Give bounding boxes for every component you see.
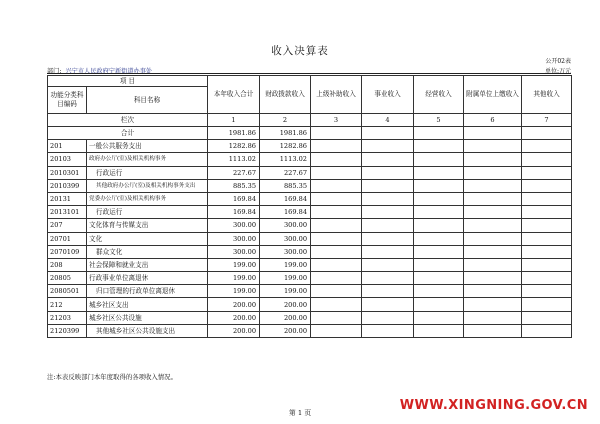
code-cell: 201 — [48, 140, 87, 153]
empty-cell — [311, 245, 362, 258]
total-row — [48, 127, 572, 140]
empty-cell — [464, 153, 522, 166]
total-value: 1981.86 — [260, 127, 311, 140]
empty-cell — [362, 285, 414, 298]
table-row — [48, 179, 572, 192]
unit-label: 单位:万元 — [544, 68, 571, 75]
total-value: 1981.86 — [208, 127, 260, 140]
empty-cell — [311, 219, 362, 232]
empty-cell — [362, 140, 414, 153]
col-number: 1 — [208, 114, 260, 127]
name-cell: 文化 — [87, 232, 208, 245]
empty-cell — [311, 324, 362, 337]
code-cell: 21203 — [48, 311, 87, 324]
value-cell: 200.00 — [260, 311, 311, 324]
name-cell: 一般公共服务支出 — [87, 140, 208, 153]
empty-cell — [414, 232, 464, 245]
empty-cell — [464, 140, 522, 153]
empty-cell — [414, 285, 464, 298]
empty-cell — [311, 153, 362, 166]
empty-cell — [311, 166, 362, 179]
value-cell: 199.00 — [260, 258, 311, 271]
empty-cell — [362, 153, 414, 166]
empty-cell — [362, 311, 414, 324]
empty-cell — [522, 127, 572, 140]
empty-cell — [311, 285, 362, 298]
code-cell: 20701 — [48, 232, 87, 245]
table-row — [48, 324, 572, 337]
empty-cell — [464, 285, 522, 298]
col-header: 经营收入 — [414, 76, 464, 114]
empty-cell — [414, 127, 464, 140]
empty-cell — [522, 245, 572, 258]
empty-cell — [414, 166, 464, 179]
empty-cell — [362, 206, 414, 219]
empty-cell — [464, 272, 522, 285]
value-cell: 1282.86 — [260, 140, 311, 153]
empty-cell — [464, 298, 522, 311]
name-cell: 社会保障和就业支出 — [87, 258, 208, 271]
empty-cell — [414, 206, 464, 219]
value-cell: 300.00 — [260, 245, 311, 258]
value-cell: 227.67 — [260, 166, 311, 179]
empty-cell — [522, 192, 572, 205]
code-cell: 20131 — [48, 192, 87, 205]
table-row — [48, 192, 572, 205]
empty-cell — [414, 311, 464, 324]
name-cell: 城乡社区公共设施 — [87, 311, 208, 324]
table-row — [48, 153, 572, 166]
table-row — [48, 206, 572, 219]
value-cell: 199.00 — [260, 272, 311, 285]
value-cell: 200.00 — [208, 324, 260, 337]
table-row — [48, 285, 572, 298]
table-row — [48, 311, 572, 324]
empty-cell — [464, 258, 522, 271]
empty-cell — [522, 153, 572, 166]
table-row — [48, 245, 572, 258]
empty-cell — [464, 311, 522, 324]
value-cell: 199.00 — [208, 272, 260, 285]
empty-cell — [522, 272, 572, 285]
col-header: 其他收入 — [522, 76, 572, 114]
empty-cell — [311, 232, 362, 245]
code-cell: 2080501 — [48, 285, 87, 298]
empty-cell — [311, 206, 362, 219]
col-number: 7 — [522, 114, 572, 127]
name-cell: 文化体育与传媒支出 — [87, 219, 208, 232]
code-cell: 2013101 — [48, 206, 87, 219]
code-header: 功能分类科目编码 — [48, 87, 87, 114]
empty-cell — [522, 311, 572, 324]
empty-cell — [522, 324, 572, 337]
table-row — [48, 298, 572, 311]
department-label: 部门: — [47, 68, 62, 75]
empty-cell — [414, 258, 464, 271]
name-cell: 城乡社区支出 — [87, 298, 208, 311]
col-header: 财政拨款收入 — [260, 76, 311, 114]
empty-cell — [362, 298, 414, 311]
value-cell: 200.00 — [260, 298, 311, 311]
form-code: 公开02表 — [545, 58, 571, 65]
empty-cell — [464, 192, 522, 205]
empty-cell — [464, 166, 522, 179]
empty-cell — [522, 232, 572, 245]
col-header: 附属单位上缴收入 — [464, 76, 522, 114]
name-cell: 党委办公厅(室)及相关机构事务 — [87, 192, 208, 205]
table-row — [48, 258, 572, 271]
value-cell: 300.00 — [208, 232, 260, 245]
value-cell: 200.00 — [260, 324, 311, 337]
empty-cell — [362, 166, 414, 179]
empty-cell — [522, 219, 572, 232]
page-number: 第 1 页 — [288, 409, 312, 417]
empty-cell — [464, 127, 522, 140]
empty-cell — [311, 298, 362, 311]
empty-cell — [464, 245, 522, 258]
name-header: 科目名称 — [87, 87, 208, 114]
value-cell: 885.35 — [208, 179, 260, 192]
code-cell: 20805 — [48, 272, 87, 285]
code-cell: 2070109 — [48, 245, 87, 258]
name-cell: 行政事业单位离退休 — [87, 272, 208, 285]
value-cell: 200.00 — [208, 298, 260, 311]
name-cell: 其他政府办公厅(室)及相关机构事务支出 — [87, 179, 208, 192]
row-index-label: 栏次 — [48, 114, 208, 127]
value-cell: 885.35 — [260, 179, 311, 192]
empty-cell — [362, 219, 414, 232]
name-cell: 行政运行 — [87, 206, 208, 219]
empty-cell — [522, 258, 572, 271]
empty-cell — [414, 192, 464, 205]
footnote: 注:本表反映部门本年度取得的各项收入情况。 — [47, 373, 177, 381]
empty-cell — [464, 179, 522, 192]
name-cell: 群众文化 — [87, 245, 208, 258]
code-cell: 2120399 — [48, 324, 87, 337]
empty-cell — [311, 192, 362, 205]
value-cell: 169.84 — [260, 192, 311, 205]
empty-cell — [311, 127, 362, 140]
empty-cell — [414, 179, 464, 192]
header-rule — [47, 73, 571, 74]
empty-cell — [414, 298, 464, 311]
empty-cell — [464, 324, 522, 337]
page-title: 收入决算表 — [271, 45, 329, 57]
col-number: 4 — [362, 114, 414, 127]
code-cell: 208 — [48, 258, 87, 271]
department-name: 兴宁市人民政府宁新街道办事处 — [65, 68, 153, 75]
empty-cell — [522, 166, 572, 179]
empty-cell — [362, 245, 414, 258]
code-cell: 2010301 — [48, 166, 87, 179]
col-number: 2 — [260, 114, 311, 127]
empty-cell — [414, 219, 464, 232]
empty-cell — [311, 311, 362, 324]
table-row — [48, 232, 572, 245]
empty-cell — [362, 192, 414, 205]
code-cell: 20103 — [48, 153, 87, 166]
empty-cell — [414, 324, 464, 337]
value-cell: 227.67 — [208, 166, 260, 179]
col-number: 3 — [311, 114, 362, 127]
empty-cell — [464, 219, 522, 232]
empty-cell — [522, 140, 572, 153]
empty-cell — [414, 245, 464, 258]
value-cell: 300.00 — [260, 232, 311, 245]
total-label: 合计 — [48, 127, 208, 140]
code-cell: 212 — [48, 298, 87, 311]
empty-cell — [414, 153, 464, 166]
value-cell: 1282.86 — [208, 140, 260, 153]
value-cell: 1113.02 — [208, 153, 260, 166]
empty-cell — [464, 206, 522, 219]
value-cell: 169.84 — [208, 192, 260, 205]
empty-cell — [522, 206, 572, 219]
income-table — [47, 75, 572, 338]
value-cell: 169.84 — [260, 206, 311, 219]
col-number: 6 — [464, 114, 522, 127]
site-watermark: WWW.XINGNING.GOV.CN — [399, 398, 588, 413]
empty-cell — [522, 285, 572, 298]
empty-cell — [362, 272, 414, 285]
value-cell: 199.00 — [260, 285, 311, 298]
name-cell: 其他城乡社区公共设施支出 — [87, 324, 208, 337]
name-cell: 政府办公厅(室)及相关机构事务 — [87, 153, 208, 166]
table-row — [48, 272, 572, 285]
code-cell: 2010399 — [48, 179, 87, 192]
value-cell: 169.84 — [208, 206, 260, 219]
table-row — [48, 166, 572, 179]
empty-cell — [414, 140, 464, 153]
value-cell: 199.00 — [208, 285, 260, 298]
empty-cell — [522, 298, 572, 311]
empty-cell — [362, 127, 414, 140]
col-number: 5 — [414, 114, 464, 127]
code-cell: 207 — [48, 219, 87, 232]
value-cell: 300.00 — [208, 245, 260, 258]
empty-cell — [362, 258, 414, 271]
name-cell: 归口管理的行政单位离退休 — [87, 285, 208, 298]
empty-cell — [311, 272, 362, 285]
col-header: 本年收入合计 — [208, 76, 260, 114]
empty-cell — [464, 232, 522, 245]
empty-cell — [362, 179, 414, 192]
empty-cell — [522, 179, 572, 192]
empty-cell — [362, 232, 414, 245]
table-row — [48, 140, 572, 153]
empty-cell — [311, 140, 362, 153]
project-header: 项 目 — [48, 76, 208, 87]
empty-cell — [311, 179, 362, 192]
empty-cell — [414, 272, 464, 285]
empty-cell — [311, 258, 362, 271]
name-cell: 行政运行 — [87, 166, 208, 179]
value-cell: 300.00 — [260, 219, 311, 232]
table-row — [48, 219, 572, 232]
col-header: 事业收入 — [362, 76, 414, 114]
value-cell: 200.00 — [208, 311, 260, 324]
value-cell: 300.00 — [208, 219, 260, 232]
value-cell: 1113.02 — [260, 153, 311, 166]
value-cell: 199.00 — [208, 258, 260, 271]
col-header: 上级补助收入 — [311, 76, 362, 114]
empty-cell — [362, 324, 414, 337]
